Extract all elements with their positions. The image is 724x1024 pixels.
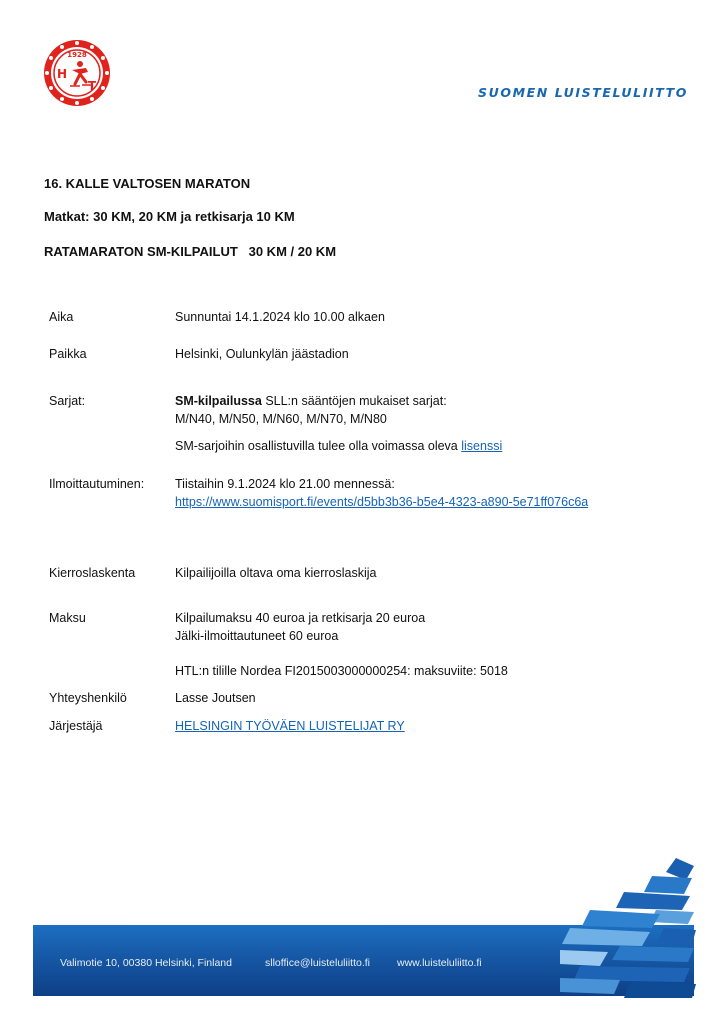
time-label: Aika [49,310,74,324]
event-title: 16. KALLE VALTOSEN MARATON [44,176,251,191]
lapcount-label: Kierroslaskenta [49,566,136,580]
registration-label: Ilmoittautuminen: [49,477,145,491]
license-link[interactable]: lisenssi [461,439,503,453]
footer-email[interactable]: slloffice@luisteluliitto.fi [265,957,371,969]
contact-value: Lasse Joutsen [175,691,256,705]
series-value [175,392,447,428]
logo-letter-h: H [56,67,68,81]
fee-line1: Kilpailumaksu 40 euroa ja retkisarja 20 euroa [175,611,426,625]
license-text: SM-sarjoihin osallistuvilla tulee olla voimassa oleva [175,439,462,453]
footer-website[interactable]: www.luisteluliitto.fi [397,957,482,969]
series-line2: M/N40, M/N50, M/N60, M/N70, M/N80 [175,412,387,426]
contact-label: Yhteyshenkilö [49,691,127,705]
decorative-shards-graphic [560,858,696,998]
registration-link[interactable]: https://www.suomisport.fi/events/d5bb3b36-b5e4-4323-a890-5e71ff076c6a [175,495,589,509]
footer-address: Valimotie 10, 00380 Helsinki, Finland [60,957,232,969]
htl-club-logo [42,38,112,108]
registration-value [175,475,588,511]
time-value: Sunnuntai 14.1.2024 klo 10.00 alkaen [175,310,385,324]
lapcount-value: Kilpailijoilla oltava oma kierroslaskija [175,566,377,580]
championship-heading: RATAMARATON SM-KILPAILUT 30 KM / 20 KM [44,244,337,259]
logo-year: 1928 [67,51,87,59]
fee-label: Maksu [49,611,86,625]
fee-account: HTL:n tilille Nordea FI2015003000000254: maksuviite: 5018 [175,664,508,678]
place-label: Paikka [49,347,87,361]
series-label: Sarjat: [49,394,86,408]
series-line1: SLL:n sääntöjen mukaiset sarjat: [261,394,447,408]
fee-value [175,609,425,645]
organizer-label: Järjestäjä [49,719,103,733]
logo-letter-t: T [87,79,97,93]
place-value: Helsinki, Oulunkylän jäästadion [175,347,349,361]
organizer-link[interactable]: HELSINGIN TYÖVÄEN LUISTELIJAT RY [175,719,405,733]
distances-heading: Matkat: 30 KM, 20 KM ja retkisarja 10 KM [44,209,295,224]
fee-line2: Jälki-ilmoittautuneet 60 euroa [175,629,339,643]
series-bold-prefix: SM-kilpailussa [175,394,262,408]
registration-deadline: Tiistaihin 9.1.2024 klo 21.00 mennessä: [175,477,395,491]
brand-name: SUOMEN LUISTELULIITTO [478,85,688,100]
license-note [175,439,502,453]
